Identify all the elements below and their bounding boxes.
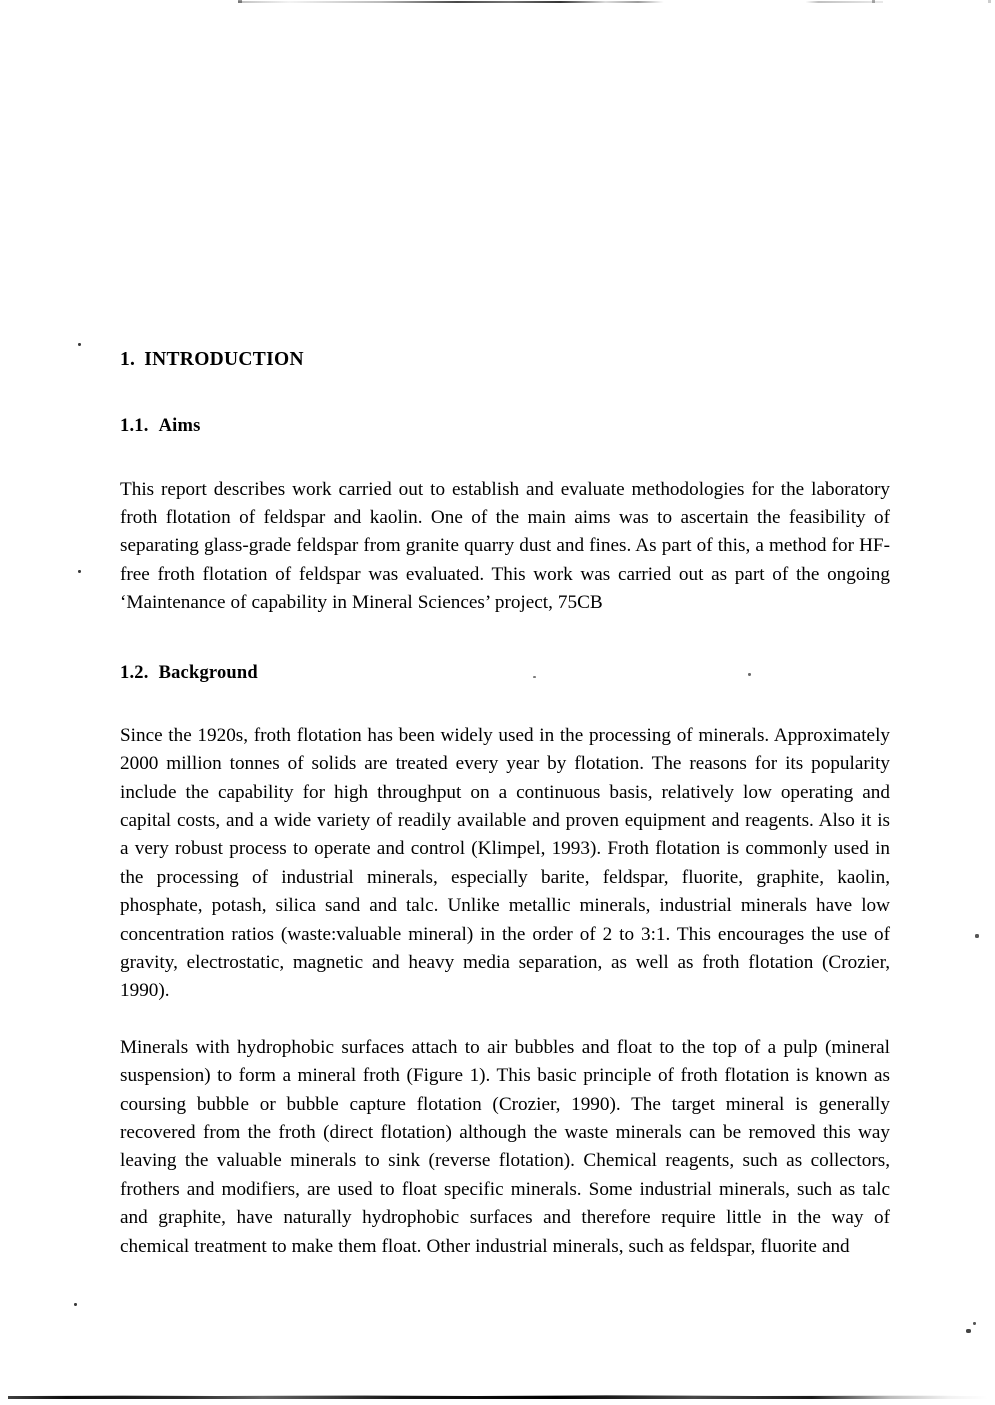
subsection-number-background: 1.2. (120, 662, 149, 683)
spacer (120, 371, 890, 415)
spacer (120, 618, 890, 662)
scan-speck-left-lower (78, 570, 81, 573)
paragraph-aims-1: This report describes work carried out to establish and evaluate methodologies for the laboratory froth flotation of feldspar and kaolin. One of the main aims was to ascertain the feasibility of separating glass-grade feldspar from granite quarry dust and fines. As part of this, a method for HF-free froth flotation of feldspar was evaluated. This work was carried out as part of the ongoing ‘Maintenance of capability in Mineral Sciences’ project, 75CB (120, 478, 890, 614)
scan-artifact-top-tick-right (872, 0, 875, 3)
subsection-heading-background (120, 662, 890, 684)
scan-artifact-top-line (238, 1, 883, 3)
spacer (120, 1006, 890, 1034)
scan-speck-right-lower (966, 1329, 971, 1333)
section-title-1: INTRODUCTION (144, 349, 304, 370)
scan-artifact-top-tick-left (238, 0, 242, 3)
scan-artifact-top-tick-far-right (988, 0, 991, 3)
subsection-title-aims: Aims (158, 416, 201, 437)
paragraph-background-2: Minerals with hydrophobic surfaces attach to air bubbles and float to the top of a pulp (mineral suspension) to form a mineral froth (Figure 1). This basic principle of froth flotation is known as coursing bubble or bubble capture flotation (Crozier, 1990). The target mineral is generally recovered from the froth (direct flotation) although the waste minerals can be removed this way leaving the valuable minerals to sink (reverse flotation). Chemical reagents, such as collectors, frothers and modifiers, are used to float specific minerals. Some industrial minerals, such as talc and graphite, have naturally hydrophobic surfaces and therefore require little in the way of chemical treatment to make them float. Other industrial minerals, such as feldspar, fluorite and (120, 1036, 890, 1257)
spacer (120, 684, 890, 722)
scan-speck-right-upper (975, 934, 979, 938)
paragraph-background-1: Since the 1920s, froth flotation has been widely used in the processing of minerals. Approximately 2000 million tonnes of solids are treated every year by flotation. The reasons for its popularity include the capability for high throughput on a continuous basis, relatively low operating and capital costs, and a wide variety of readily available and proven equipment and reagents. Also it is a very robust process to operate and control (Klimpel, 1993). Froth flotation is commonly used in the processing of industrial minerals, especially barite, feldspar, fluorite, graphite, kaolin, phosphate, potash, silica sand and talc. Unlike metallic minerals, industrial minerals have low concentration ratios (waste:valuable mineral) in the order of 2 to 3:1. This encourages the use of gravity, electrostatic, magnetic and heavy media separation, as well as froth flotation (Crozier, 1990). (120, 724, 890, 1002)
subsection-heading-aims (120, 415, 890, 437)
scan-speck-right-lower-2 (973, 1322, 976, 1325)
page-body (120, 348, 890, 1261)
subsection-title-background: Background (158, 662, 258, 683)
scan-artifact-bottom-line (8, 1396, 988, 1399)
spacer (120, 438, 890, 476)
scan-speck-left-bottom (74, 1303, 77, 1306)
subsection-number-aims: 1.1. (120, 416, 149, 437)
section-number-1: 1. (120, 349, 136, 370)
scan-speck-left-upper (78, 343, 81, 346)
page-title (120, 348, 890, 371)
